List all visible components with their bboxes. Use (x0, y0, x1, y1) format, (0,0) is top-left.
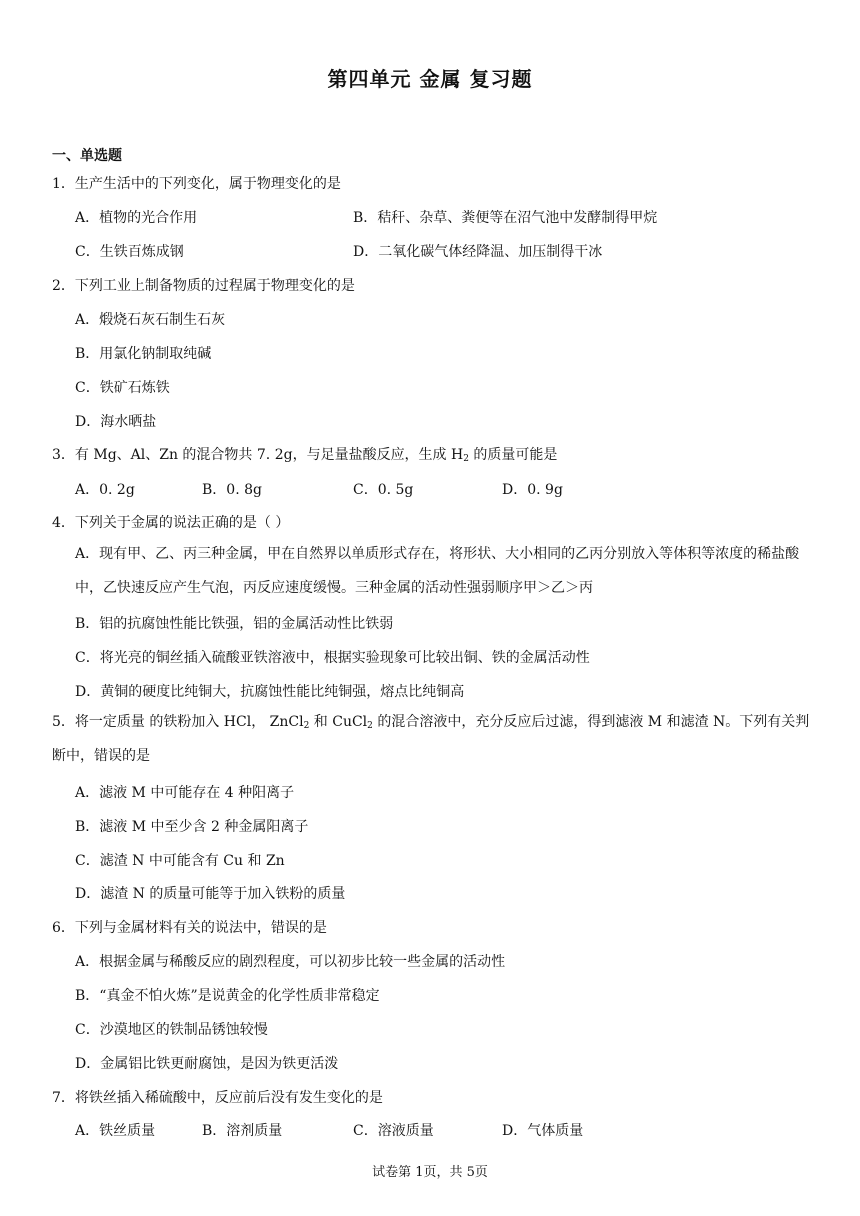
question-7-stem: 7．将铁丝插入稀硫酸中，反应前后没有发生变化的是 (52, 1090, 383, 1106)
question-1-stem: 1．生产生活中的下列变化，属于物理变化的是 (52, 176, 341, 192)
question-4-option-b: B．铝的抗腐蚀性能比铁强，铝的金属活动性比铁弱 (75, 616, 394, 632)
section-heading: 一、单选题 (52, 148, 122, 164)
question-2-option-b: B．用氯化钠制取纯碱 (75, 346, 212, 362)
question-3-stem (52, 444, 557, 464)
question-4-option-d: D．黄铜的硬度比纯铜大，抗腐蚀性能比纯铜强，熔点比纯铜高 (75, 684, 465, 700)
question-4-option-a: A．现有甲、乙、丙三种金属，甲在自然界以单质形式存在，将形状、大小相同的乙丙分别放入等体积等浓度的稀盐酸中，乙快速反应产生气泡，丙反应速度缓慢。三种金属的活动性强弱顺序甲＞乙＞丙 (75, 546, 800, 596)
question-4-stem: 4．下列关于金属的说法正确的是（ ） (52, 515, 290, 531)
question-3-stem-text: 3．有 Mg、Al、Zn 的混合物共 7. 2g，与足量盐酸反应，生成 H (52, 447, 464, 463)
question-5-stem-part3: 的混合溶液中，充分反应后过滤，得到滤液 M 和滤渣 N。下列有关判断中，错误的是 (52, 714, 810, 764)
question-1-option-d: D．二氧化碳气体经降温、加压制得干冰 (353, 244, 603, 260)
question-7-option-a: A．铁丝质量 (75, 1123, 156, 1139)
question-5-option-c: C．滤渣 N 中可能含有 Cu 和 Zn (75, 853, 285, 869)
question-5-stem-part1: 5．将一定质量 的铁粉加入 HCl， ZnCl (52, 714, 304, 730)
question-5-stem (52, 705, 810, 773)
question-6-option-a: A．根据金属与稀酸反应的剧烈程度，可以初步比较一些金属的活动性 (75, 954, 506, 970)
question-1-option-a: A．植物的光合作用 (75, 210, 198, 226)
question-2-option-d: D．海水晒盐 (75, 414, 157, 430)
question-6-option-b: B．“真金不怕火炼”是说黄金的化学性质非常稳定 (75, 988, 380, 1004)
page-footer: 试卷第 1页，共 5页 (372, 1165, 488, 1180)
question-6-option-d: D．金属铝比铁更耐腐蚀，是因为铁更活泼 (75, 1056, 339, 1072)
question-4-option-c: C．将光亮的铜丝插入硫酸亚铁溶液中，根据实验现象可比较出铜、铁的金属活动性 (75, 650, 590, 666)
question-5-option-a: A．滤液 M 中可能存在 4 种阳离子 (75, 785, 295, 801)
subscript: 2 (367, 721, 373, 731)
page-title: 第四单元 金属 复习题 (327, 67, 533, 91)
question-5-option-d: D．滤渣 N 的质量可能等于加入铁粉的质量 (75, 886, 346, 902)
question-6-option-c: C．沙漠地区的铁制品锈蚀较慢 (75, 1022, 268, 1038)
question-3-stem-tail: 的质量可能是 (468, 447, 558, 463)
question-2-stem: 2．下列工业上制备物质的过程属于物理变化的是 (52, 278, 355, 294)
question-3-option-d: D．0. 9g (502, 482, 563, 498)
question-1-option-c: C．生铁百炼成钢 (75, 244, 184, 260)
question-1-option-b: B．秸秆、杂草、粪便等在沼气池中发酵制得甲烷 (353, 210, 658, 226)
subscript: 2 (303, 721, 310, 731)
question-3-option-b: B．0. 8g (202, 482, 262, 498)
question-7-option-c: C．溶液质量 (353, 1123, 434, 1139)
question-2-option-a: A．煅烧石灰石制生石灰 (75, 312, 226, 328)
question-2-option-c: C．铁矿石炼铁 (75, 380, 170, 396)
question-7-option-b: B．溶剂质量 (202, 1123, 283, 1139)
subscript: 2 (463, 454, 469, 464)
question-5-option-b: B．滤液 M 中至少含 2 种金属阳离子 (75, 819, 309, 835)
question-6-stem: 6．下列与金属材料有关的说法中，错误的是 (52, 920, 327, 936)
question-3-option-a: A．0. 2g (75, 482, 135, 498)
question-3-option-c: C．0. 5g (353, 482, 414, 498)
question-7-option-d: D．气体质量 (502, 1123, 584, 1139)
question-5-stem-part2: 和 CuCl (309, 714, 368, 730)
